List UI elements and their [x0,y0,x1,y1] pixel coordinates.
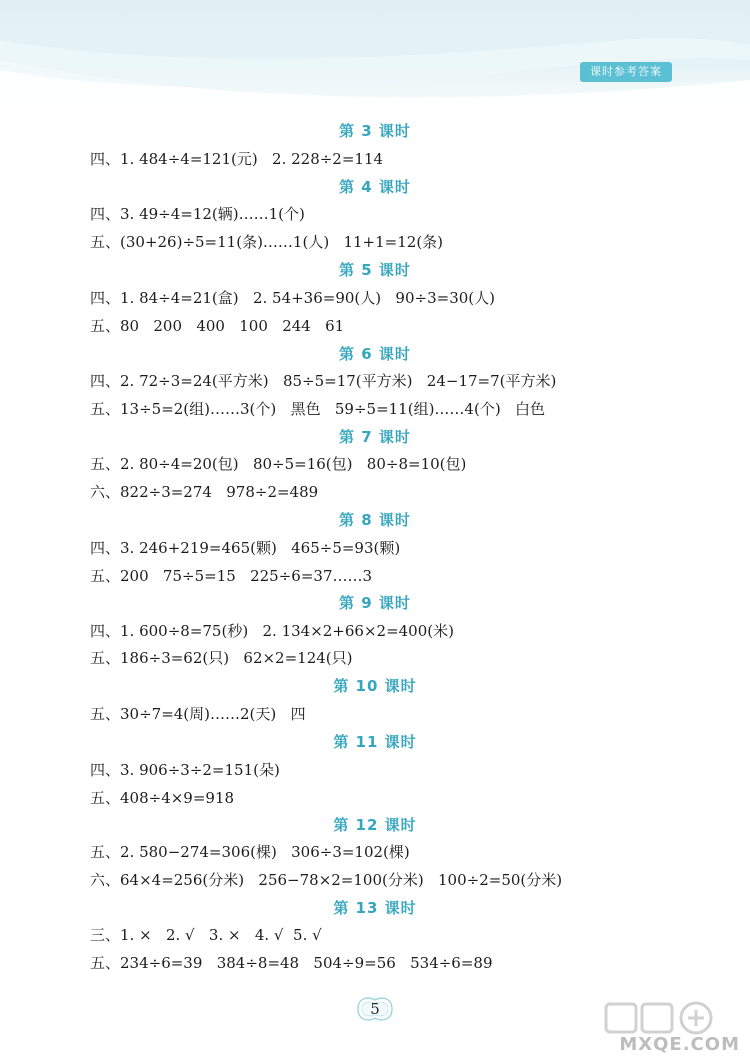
answer-line: 五、186÷3=62(只) 62×2=124(只) [90,649,353,667]
answer-line: 四、1. 600÷8=75(秒) 2. 134×2+66×2=400(米) [90,622,454,640]
header-band [0,0,750,120]
header-tag: 课时参考答案 [580,62,672,82]
answer-line: 四、3. 49÷4=12(辆)……1(个) [90,205,305,223]
answer-line: 五、13÷5=2(组)……3(个) 黑色 59÷5=11(组)……4(个) 白色 [90,400,545,418]
answer-line: 五、(30+26)÷5=11(条)……1(人) 11+1=12(条) [90,233,444,251]
answer-line: 五、234÷6=39 384÷8=48 504÷9=56 534÷6=89 [90,954,493,972]
section-title: 第 10 课时 [333,677,417,695]
section-title: 第 3 课时 [339,122,411,140]
answer-line: 四、1. 84÷4=21(盒) 2. 54+36=90(人) 90÷3=30(人) [90,289,495,307]
section-title: 第 5 课时 [339,261,411,279]
answer-line: 六、64×4=256(分米) 256−78×2=100(分米) 100÷2=50(分米) [90,871,563,889]
answer-line: 四、2. 72÷3=24(平方米) 85÷5=17(平方米) 24−17=7(平方米) [90,372,557,390]
answer-line: 五、200 75÷5=15 225÷6=37……3 [90,567,373,585]
section-title: 第 9 课时 [339,594,411,612]
page-number-badge [354,994,396,1024]
answer-line: 五、2. 580−274=306(棵) 306÷3=102(棵) [90,843,410,861]
answer-line: 五、30÷7=4(周)……2(天) 四 [90,705,306,723]
section-title: 第 13 课时 [333,899,417,917]
answer-line: 五、80 200 400 100 244 61 [90,317,345,335]
header-wave-decoration [0,0,750,120]
section-title: 第 8 课时 [339,511,411,529]
page-number: 5 [370,1000,380,1018]
answer-line: 六、822÷3=274 978÷2=489 [90,483,319,501]
section-title: 第 4 课时 [339,178,411,196]
answer-line: 四、1. 484÷4=121(元) 2. 228÷2=114 [90,150,384,168]
answer-line: 三、1. × 2. √ 3. × 4. √ 5. √ [90,926,322,944]
section-title: 第 7 课时 [339,428,411,446]
section-title: 第 11 课时 [333,733,417,751]
section-title: 第 12 课时 [333,816,417,834]
answer-line: 五、2. 80÷4=20(包) 80÷5=16(包) 80÷8=10(包) [90,455,467,473]
section-title: 第 6 课时 [339,345,411,363]
watermark-text: MXQE.COM [619,1034,740,1055]
answer-line: 四、3. 246+219=465(颗) 465÷5=93(颗) [90,539,401,557]
answer-line: 五、408÷4×9=918 [90,789,235,807]
answer-line: 四、3. 906÷3÷2=151(朵) [90,761,280,779]
